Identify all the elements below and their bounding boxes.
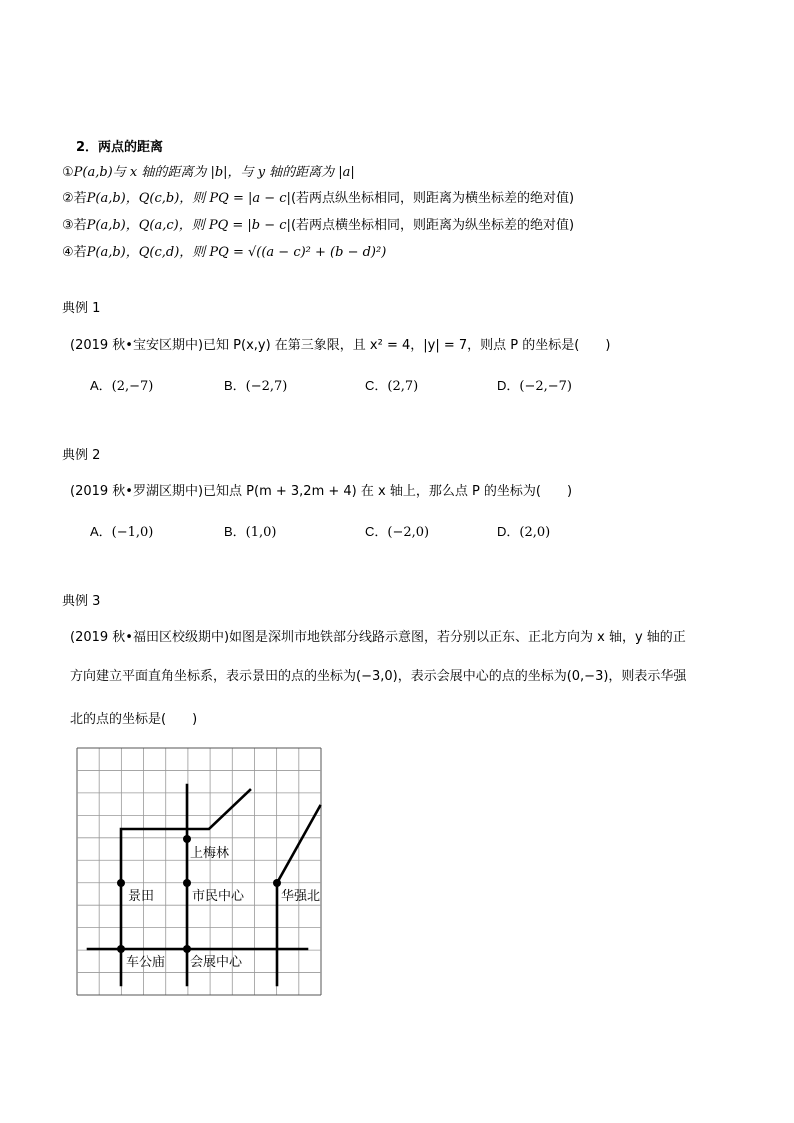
rule-2-note: (若两点纵坐标相同，则距离为横坐标差的绝对值) xyxy=(290,191,575,206)
rule-1-prefix: ① xyxy=(62,165,74,180)
example-2-option-d[interactable]: D．(2,0) xyxy=(497,524,551,540)
rule-2-text: P(a,b)，Q(c,b)，则 PQ = |a − c| xyxy=(86,191,291,206)
example-1-option-d[interactable]: D．(−2,−7) xyxy=(497,378,572,394)
example-1-option-c[interactable]: C．(2,7) xyxy=(365,378,419,394)
example-2-heading: 典例 2 xyxy=(62,448,101,463)
station-dot-shangmeilin xyxy=(183,835,191,843)
example-2-question: (2019 秋•罗湖区期中)已知点 P(m + 3,2m + 4) 在 x 轴上，那么点 P 的坐标为( ) xyxy=(70,484,573,499)
example-2-option-c[interactable]: C．(−2,0) xyxy=(365,524,430,540)
example-3-question-line-1: (2019 秋•福田区校级期中)如图是深圳市地铁部分线路示意图，若分别以正东、正北方向为 x 轴，y 轴的正 xyxy=(70,630,686,645)
station-dot-huizhanzhongxin xyxy=(183,945,191,953)
station-label-huaqiangbei: 华强北 xyxy=(281,889,321,904)
example-3-question-line-2: 方向建立平面直角坐标系，表示景田的点的坐标为(−3,0)，表示会展中心的点的坐标为(0,−3)，则表示华强 xyxy=(70,669,687,684)
example-3-heading: 典例 3 xyxy=(62,594,101,609)
rule-3-text: P(a,b)，Q(a,c)，则 PQ = |b − c| xyxy=(86,218,291,233)
station-dot-chegongmiao xyxy=(117,945,125,953)
station-label-chegongmiao: 车公庙 xyxy=(126,955,166,970)
example-1-heading: 典例 1 xyxy=(62,301,101,316)
section-title: 2．两点的距离 xyxy=(76,140,164,155)
station-dot-shiminzhongxin xyxy=(183,879,191,887)
example-2-option-a[interactable]: A．(−1,0) xyxy=(90,524,154,540)
station-label-shangmeilin: 上梅林 xyxy=(190,846,230,861)
rule-4-text: P(a,b)，Q(c,d)，则 PQ = √((a − c)² + (b − d)²) xyxy=(86,245,387,260)
example-1-option-a[interactable]: A．(2,−7) xyxy=(90,378,154,394)
station-labels xyxy=(126,845,320,970)
rule-4-prefix: ④若 xyxy=(62,245,87,260)
station-dot-jingtian xyxy=(117,879,125,887)
station-label-shiminzhongxin: 市民中心 xyxy=(192,889,245,904)
example-2-option-b[interactable]: B．(1,0) xyxy=(224,524,277,540)
station-label-jingtian: 景田 xyxy=(128,889,155,904)
example-1-question: (2019 秋•宝安区期中)已知 P(x,y) 在第三象限，且 x² = 4，|y| = 7，则点 P 的坐标是( ) xyxy=(70,338,611,353)
station-label-huizhanzhongxin: 会展中心 xyxy=(190,955,243,970)
station-dot-huaqiangbei xyxy=(273,879,281,887)
example-3-question-line-3: 北的点的坐标是( ) xyxy=(70,712,198,727)
rule-2-prefix: ②若 xyxy=(62,191,87,206)
rule-3-prefix: ③若 xyxy=(62,218,87,233)
rule-1-text: P(a,b)与 x 轴的距离为 |b|，与 y 轴的距离为 |a| xyxy=(73,165,355,180)
rule-3-note: (若两点横坐标相同，则距离为纵坐标差的绝对值) xyxy=(290,218,575,233)
example-1-option-b[interactable]: B．(−2,7) xyxy=(224,378,288,394)
